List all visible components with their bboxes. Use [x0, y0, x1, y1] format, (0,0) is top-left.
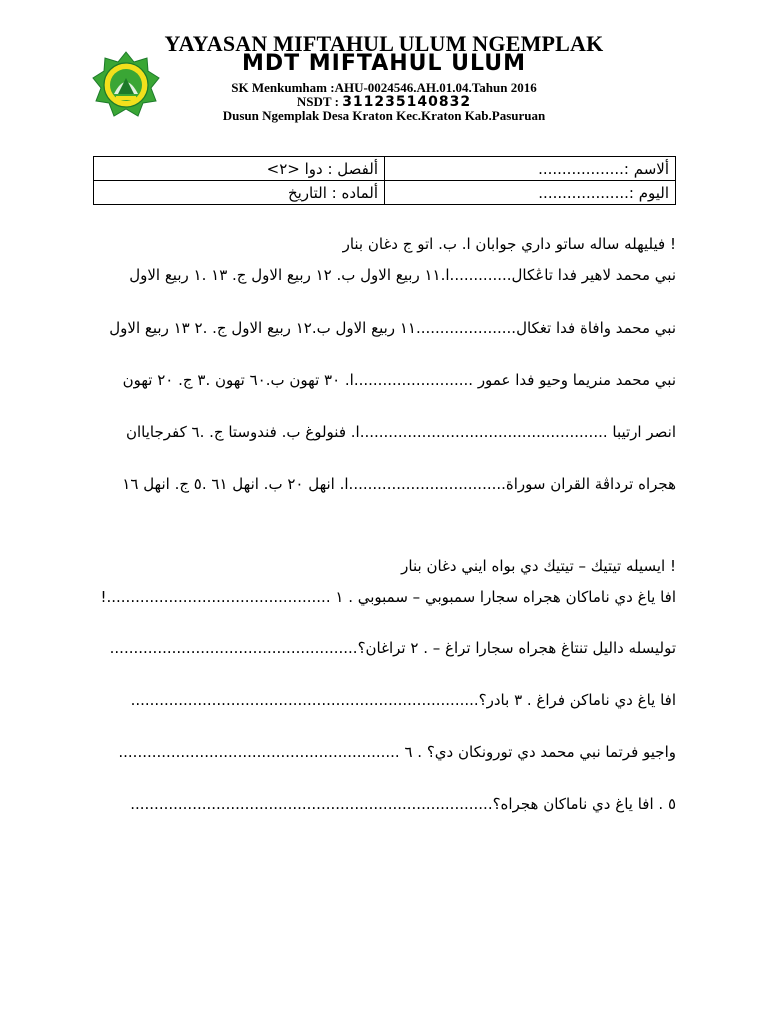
table-row	[94, 181, 676, 205]
section2-instruction: ! ايسيله تيتيك – تيتيك دي بواه ايني دغان بنار	[401, 557, 676, 575]
nsdt-value: 311235140832	[342, 94, 472, 110]
list-item: هجراه ترداڤة القران سوراة.................................ا. انهل ٢٠ ب. انهل ٦١ .٥ ج. انهل ١٦	[122, 475, 676, 493]
list-item: توليسله داليل تنتاغ هجراه سجارا تراغ – . ٢ تراغان؟....................................................	[109, 639, 676, 657]
list-item: افا ياغ دي ناماكان هجراه سجارا سمبوبي – سمبوبي . ١ ...............................................!	[100, 588, 676, 606]
class-field: ألفصل : دوا <٢>	[94, 157, 385, 181]
student-info-table	[93, 156, 676, 205]
day-field[interactable]: اليوم :...................	[385, 181, 676, 205]
school-name: MDT MIFTAHUL ULUM	[241, 51, 527, 76]
list-item: افا ياغ دي ناماكن فراغ . ٣ بادر؟.........................................................................	[130, 691, 676, 709]
nsdt-label: NSDT :	[296, 94, 339, 109]
list-item: نبي محمد منريما وحيو فدا عمور .........................ا. ٣٠ تهون ب.٦٠ تهون .٣ ج. ٢٠ تهون	[122, 371, 676, 389]
foundation-name: YAYASAN MIFTAHUL ULUM NGEMPLAK	[164, 31, 604, 56]
list-item: نبي محمد لاهير فدا تاڠكال.............ا.١١ ربيع الاول ب. ١٢ ربيع الاول ج. ١٣ .١ ربيع الاول	[129, 266, 676, 284]
subject-field: ألماده : التاريخ	[94, 181, 385, 205]
list-item: ٥ . افا ياغ دي ناماكان هجراه؟............................................................................	[130, 795, 676, 813]
list-item: انصر ارتيبا ....................................................ا. فنولوغ ب. فندوستا ج. .٦ كفرجايا‌ان	[126, 423, 676, 441]
name-field[interactable]: ألاسم :..................	[385, 157, 676, 181]
section1-instruction: ! فيليهله ساله ساتو داري جوابان ا. ب. اتو ج دغان بنار	[342, 235, 676, 253]
list-item: نبي محمد وافاة فدا تغكال.....................١١ ربيع الاول ب.١٢ ربيع الاول ج. .٢ ١٣ ربيع الاول	[109, 319, 676, 337]
table-row	[94, 157, 676, 181]
list-item: واجيو فرتما نبي محمد دي تورونكان دي؟ . ٦ ...........................................................	[118, 743, 676, 761]
sk-number: SK Menkumham :AHU-0024546.AH.01.04.Tahun 2016	[231, 80, 537, 95]
school-address: Dusun Ngemplak Desa Kraton Kec.Kraton Kab.Pasuruan	[222, 108, 546, 123]
letterhead	[0, 0, 768, 130]
